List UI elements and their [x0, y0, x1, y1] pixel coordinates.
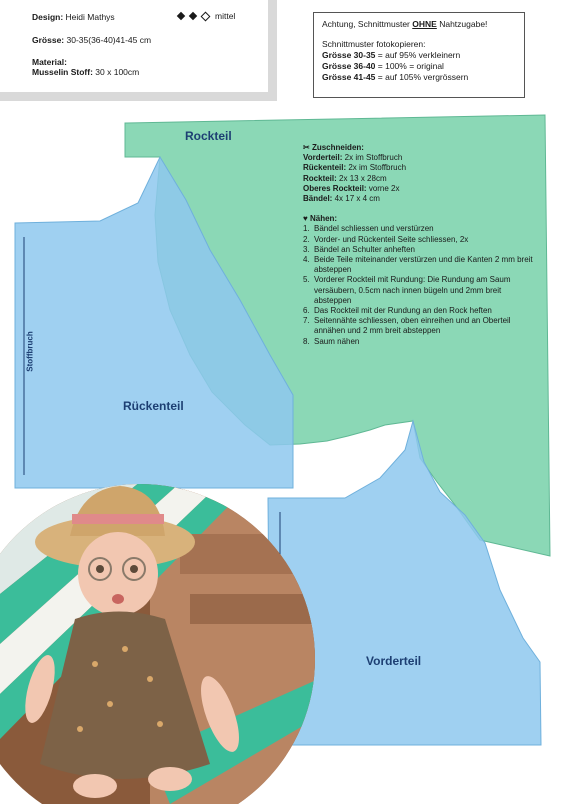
sewing-steps	[303, 224, 538, 346]
material-heading: Material:	[32, 57, 67, 67]
rockteil-title: Rockteil	[185, 129, 232, 143]
vorderteil-title: Vorderteil	[366, 654, 422, 668]
sewing-step: 2. Vorder- und Rückenteil Seite schliessen, 2x	[303, 234, 469, 244]
difficulty-label: mittel	[215, 11, 236, 21]
doll-photo	[0, 474, 340, 804]
size-scale-row: Grösse 30-35 = auf 95% verkleinern	[322, 50, 461, 60]
sewing-step: 4. Beide Teile miteinander verstürzen und die Kanten 2 mm breit absteppen	[303, 255, 533, 275]
sewing-step: 3. Bändel an Schulter anheften	[303, 244, 415, 254]
rueckenteil-title: Rückenteil	[123, 399, 184, 413]
doll-photo-illustration	[0, 474, 340, 804]
design-line: Design: Heidi Mathys	[32, 12, 115, 22]
size-scale-row: Grösse 36-40 = 100% = original	[322, 61, 444, 71]
cutting-item: Bändel: 4x 17 x 4 cm	[303, 194, 380, 204]
sewing-step: 8. Saum nähen	[303, 336, 360, 346]
sewing-step: 1. Bändel schliessen und verstürzen	[303, 224, 434, 234]
stoffbruch-label-back: Stoffbruch	[25, 331, 35, 372]
cutting-item: Rückenteil: 2x im Stoffbruch	[303, 163, 407, 173]
copy-title: Schnittmuster fotokopieren:	[322, 39, 426, 49]
seam-allowance-warning: Achtung, Schnittmuster OHNE Nahtzugabe!	[322, 19, 488, 29]
cutting-item: Vorderteil: 2x im Stoffbruch	[303, 153, 403, 163]
material-line: Musselin Stoff: 30 x 100cm	[32, 67, 140, 77]
cutting-heading: ✂ Zuschneiden:	[303, 143, 364, 152]
size-line: Grösse: 30-35(36-40)41-45 cm	[32, 35, 152, 45]
heart-icon: ♥	[303, 214, 308, 224]
sewing-step: 7. Seitennähte schliessen, oben einreihen und an Oberteil annähen und 2 mm breit absteppen	[303, 316, 511, 336]
watermark: PassionForum.ru	[496, 786, 570, 796]
cutting-item: Oberes Rockteil: vorne 2x	[303, 183, 400, 193]
sewing-step: 6. Das Rockteil mit der Rundung an den Rock heften	[303, 306, 492, 316]
size-scale-row: Grösse 41-45 = auf 105% vergrössern	[322, 72, 469, 82]
instructions	[303, 143, 538, 347]
cutting-item: Rockteil: 2x 13 x 28cm	[303, 173, 387, 183]
scissors-icon: ✂	[303, 143, 310, 152]
sewing-step: 5. Vorderer Rockteil mit Rundung: Die Rundung am Saum versäubern, 0.5cm nach innen bügeln und 2mm breit absteppen	[303, 275, 511, 305]
sewing-heading: ♥ Nähen:	[303, 214, 338, 224]
